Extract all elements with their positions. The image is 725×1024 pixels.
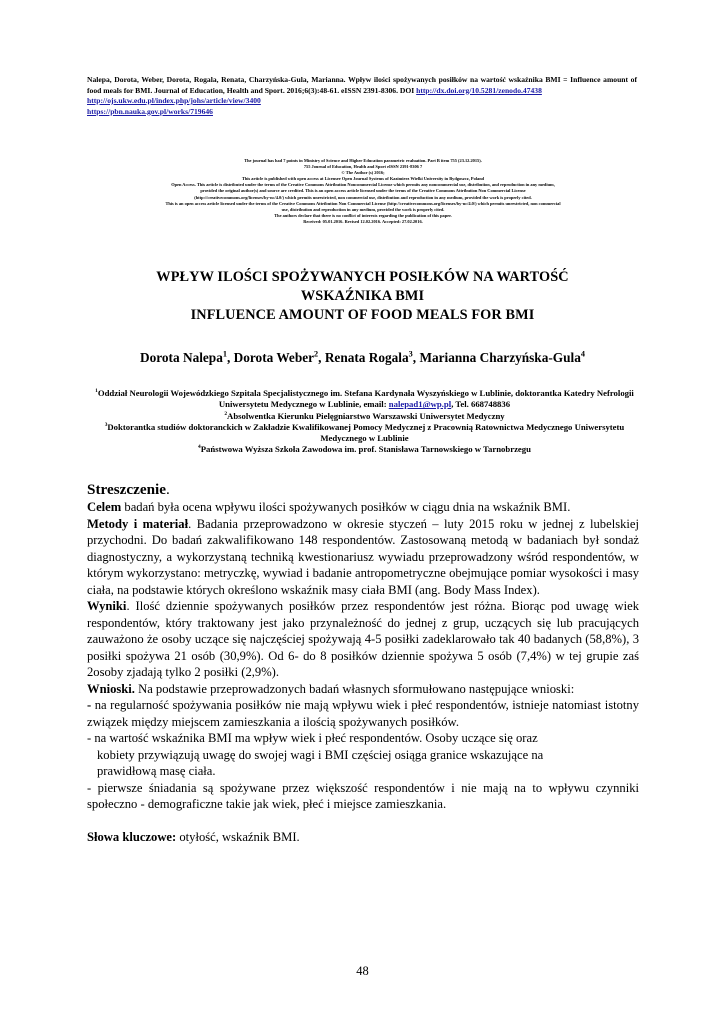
author-sup: 3 [408, 349, 413, 359]
aim-label: Celem [87, 500, 122, 514]
author-sup: 4 [580, 349, 585, 359]
author-sep: , [226, 350, 234, 365]
abstract-heading [87, 480, 639, 499]
email-link[interactable]: nalepad1@wp.pl [388, 399, 452, 410]
conclusion-bullet-3 [87, 780, 639, 813]
affiliation-2 [92, 411, 637, 422]
title-polish-line2: WSKAŹNIKA BMI [300, 288, 425, 304]
abstract-aim [87, 499, 639, 516]
author-sup: 1 [222, 349, 227, 359]
author-name: Dorota Weber [233, 350, 315, 365]
affiliation-3 [92, 422, 637, 445]
affiliation-sup: 3 [104, 422, 108, 428]
affiliation-4 [92, 444, 637, 455]
keywords-text: otyłość, wskaźnik BMI. [176, 829, 300, 844]
title-polish-line1: WPŁYW ILOŚCI SPOŻYWANYCH POSIŁKÓW NA WARTOŚĆ [156, 269, 569, 285]
note-line: Open Access. This article is distributed under the terms of the Creative Commons Attribution Noncommercial License which permits any noncommercial use, distribution, and reproduction in any medium, [171, 182, 555, 188]
author-sep: , [412, 350, 420, 365]
note-line: This is an open access article licensed under the terms of the Creative Commons Attribution Non Commercial License (http://creativecommons.org/licenses/by-nc/4.0/) which permits unrestricted, non commercial [165, 200, 561, 206]
affiliation-sup: 1 [95, 388, 98, 395]
affiliation-text: Oddział Neurologii Wojewódzkiego Szpitala Specjalistycznego im. Stefana Kardynała Wyszyńskiego w Lublinie, doktorantka Katedry Nefrologii Uniwersytetu Medycznego w Lublinie, email: [97, 388, 634, 410]
note-line: 755 Journal of Education, Health and Sport eISSN 2391-8306 7 [303, 164, 423, 170]
note-line: use, distribution and reproduction in any medium, provided the work is properly cited. [281, 206, 445, 212]
affiliation-sup: 4 [198, 444, 201, 451]
methods-label: Metody i materiał [87, 516, 189, 531]
abstract-heading-dot: . [166, 481, 170, 498]
conclusion-bullet-1 [87, 697, 639, 730]
abstract [87, 480, 639, 845]
conclusion-bullet-2 [87, 730, 639, 780]
abstract-heading-text: Streszczenie [87, 481, 166, 498]
article-title [80, 268, 645, 325]
results-text: . Ilość dziennie spożywanych posiłków przez respondentów jest różna. Biorąc pod uwagę wiek respondentów, który traktowany jest jako przynależność do jednej z grup, uczących się lub pracujących zauważono że osoby uczące się najczęściej spożywają 4-5 posiłki zadeklarowało tak 40 badanych (58,8%), 3 posiłki spożywa 21 osób (30,9%). Od 6- do 8 posiłków dziennie spożywa 5 osób (7,4%) w tej grupie zaś 2osoby zjadają tylko 2 posiłki (2,9%). [87, 599, 639, 679]
aim-text: badań była ocena wpływu ilości spożywanych posiłków w ciągu dnia na wskaźnik BMI. [121, 500, 571, 514]
affiliation-tel: , Tel. 668748836 [451, 399, 511, 410]
abstract-methods [87, 516, 639, 599]
bullet-dash: - [87, 698, 92, 712]
bullet-text: prawidłową masę ciała. [97, 764, 216, 778]
affiliation-sup: 2 [224, 410, 228, 417]
title-english: INFLUENCE AMOUNT OF FOOD MEALS FOR BMI [190, 307, 535, 323]
author-name: Dorota Nalepa [140, 350, 223, 365]
author-name: Renata Rogala [324, 350, 409, 365]
note-line: Received: 05.01.2016. Revised 12.02.2016. Accepted: 27.02.2016. [303, 218, 423, 224]
affiliation-text: Absolwentka Kierunku Pielęgniarstwo Warszawski Uniwersytet Medyczny [227, 410, 505, 421]
citation-text: Nalepa, Dorota, Weber, Dorota, Rogala, Renata, Charzyńska-Gula, Marianna. Wpływ ilości spożywanych posiłków na wartość wskaźnika BMI = Influence amount of food meals for BMI. Journal of Education, Health and Sport. 2016;6(3):48-61. eISSN 2391-8306. DOI [87, 75, 637, 95]
author-name: Marianna Charzyńska-Gula [419, 350, 581, 365]
abstract-conclusions [87, 681, 639, 698]
affiliation-1 [92, 388, 637, 411]
note-line: This article is published with open access at Licensee Open Journal Systems of Kazimierz Wielki University in Bydgoszcz, Poland [241, 176, 485, 182]
note-line: (http://creativecommons.org/licenses/by-nc/4.0/) which permits unrestricted, non commercial use, distribution and reproduction in any medium, provided the work is properly cited. [194, 194, 532, 200]
author-sup: 2 [314, 349, 319, 359]
page-number: 48 [356, 964, 369, 978]
keywords-label: Słowa kluczowe: [87, 829, 177, 844]
bullet-text: na regularność spożywania posiłków nie mają wpływu wiek i płeć respondentów, istnieje natomiast istotny związek między miejscem zamieszkania a ilością spożywanych posiłków. [87, 698, 639, 729]
methods-text: . Badania przeprowadzono w okresie styczeń – luty 2015 roku w jednej z lubelskiej przychodni. Do badań zakwalifikowano 148 respondentów. Zastosowaną metodą w badaniach był sondaż diagnostyczny, a wykorzystaną techniką kwestionariusz wywiadu przeprowadzony wśród respondentów, w którym wykorzystano: metryczkę, wywiad i badanie antropometryczne obejmujące pomiar wysokości i masy ciała, na podstawie których określono wskaźnik masy ciała BMI (ang. Body Mass Index). [87, 516, 639, 597]
affiliations [92, 388, 637, 456]
citation-block [87, 75, 637, 117]
affiliation-text: Doktorantka studiów doktoranckich w Zakładzie Kwalifikowanej Pomocy Medycznej z Pracownią Ratownictwa Medycznego Uniwersytetu Medycznego w Lublinie [107, 421, 625, 444]
results-label: Wyniki [87, 599, 127, 613]
bullet-text: - pierwsze śniadania są spożywane przez większość respondentów i nie mają na to wpływu czynniki społeczno - demograficzne takie jak wiek, płeć i miejsce zamieszkania. [87, 780, 639, 811]
author-sep: , [318, 350, 325, 365]
abstract-results [87, 598, 639, 681]
note-line: © The Author (s) 2016; [341, 170, 385, 176]
pbn-link[interactable]: https://pbn.nauka.gov.pl/works/719646 [87, 106, 213, 116]
keywords [87, 829, 639, 846]
author-list [80, 350, 645, 366]
note-line: provided the original author(s) and source are credited. This is an open access article licensed under the terms of the Creative Commons Attribution Non Commercial License [200, 188, 526, 194]
note-line: The authors declare that there is no conflict of interests regarding the publication of this paper. [274, 212, 452, 218]
affiliation-text: Państwowa Wyższa Szkoła Zawodowa im. prof. Stanisława Tarnowskiego w Tarnobrzegu [200, 444, 531, 455]
doi-link[interactable]: http://dx.doi.org/10.5281/zenodo.47438 [416, 85, 542, 95]
bullet-text: kobiety przywiązują uwagę do swojej wagi i BMI częściej osiąga granice wskazujące na [97, 747, 544, 762]
conclusions-label: Wnioski. [87, 681, 135, 696]
note-line: The journal has had 7 points in Ministry of Science and Higher Education parametric evaluation. Part B item 755 (23.12.2015). [244, 158, 482, 163]
conclusions-text: Na podstawie przeprowadzonych badań własnych sformułowano następujące wnioski: [134, 681, 575, 696]
journal-note [84, 158, 642, 225]
ojs-link[interactable]: http://ojs.ukw.edu.pl/index.php/johs/article/view/3400 [87, 96, 261, 105]
bullet-text: - na wartość wskaźnika BMI ma wpływ wiek i płeć respondentów. Osoby uczące się oraz [87, 731, 538, 745]
